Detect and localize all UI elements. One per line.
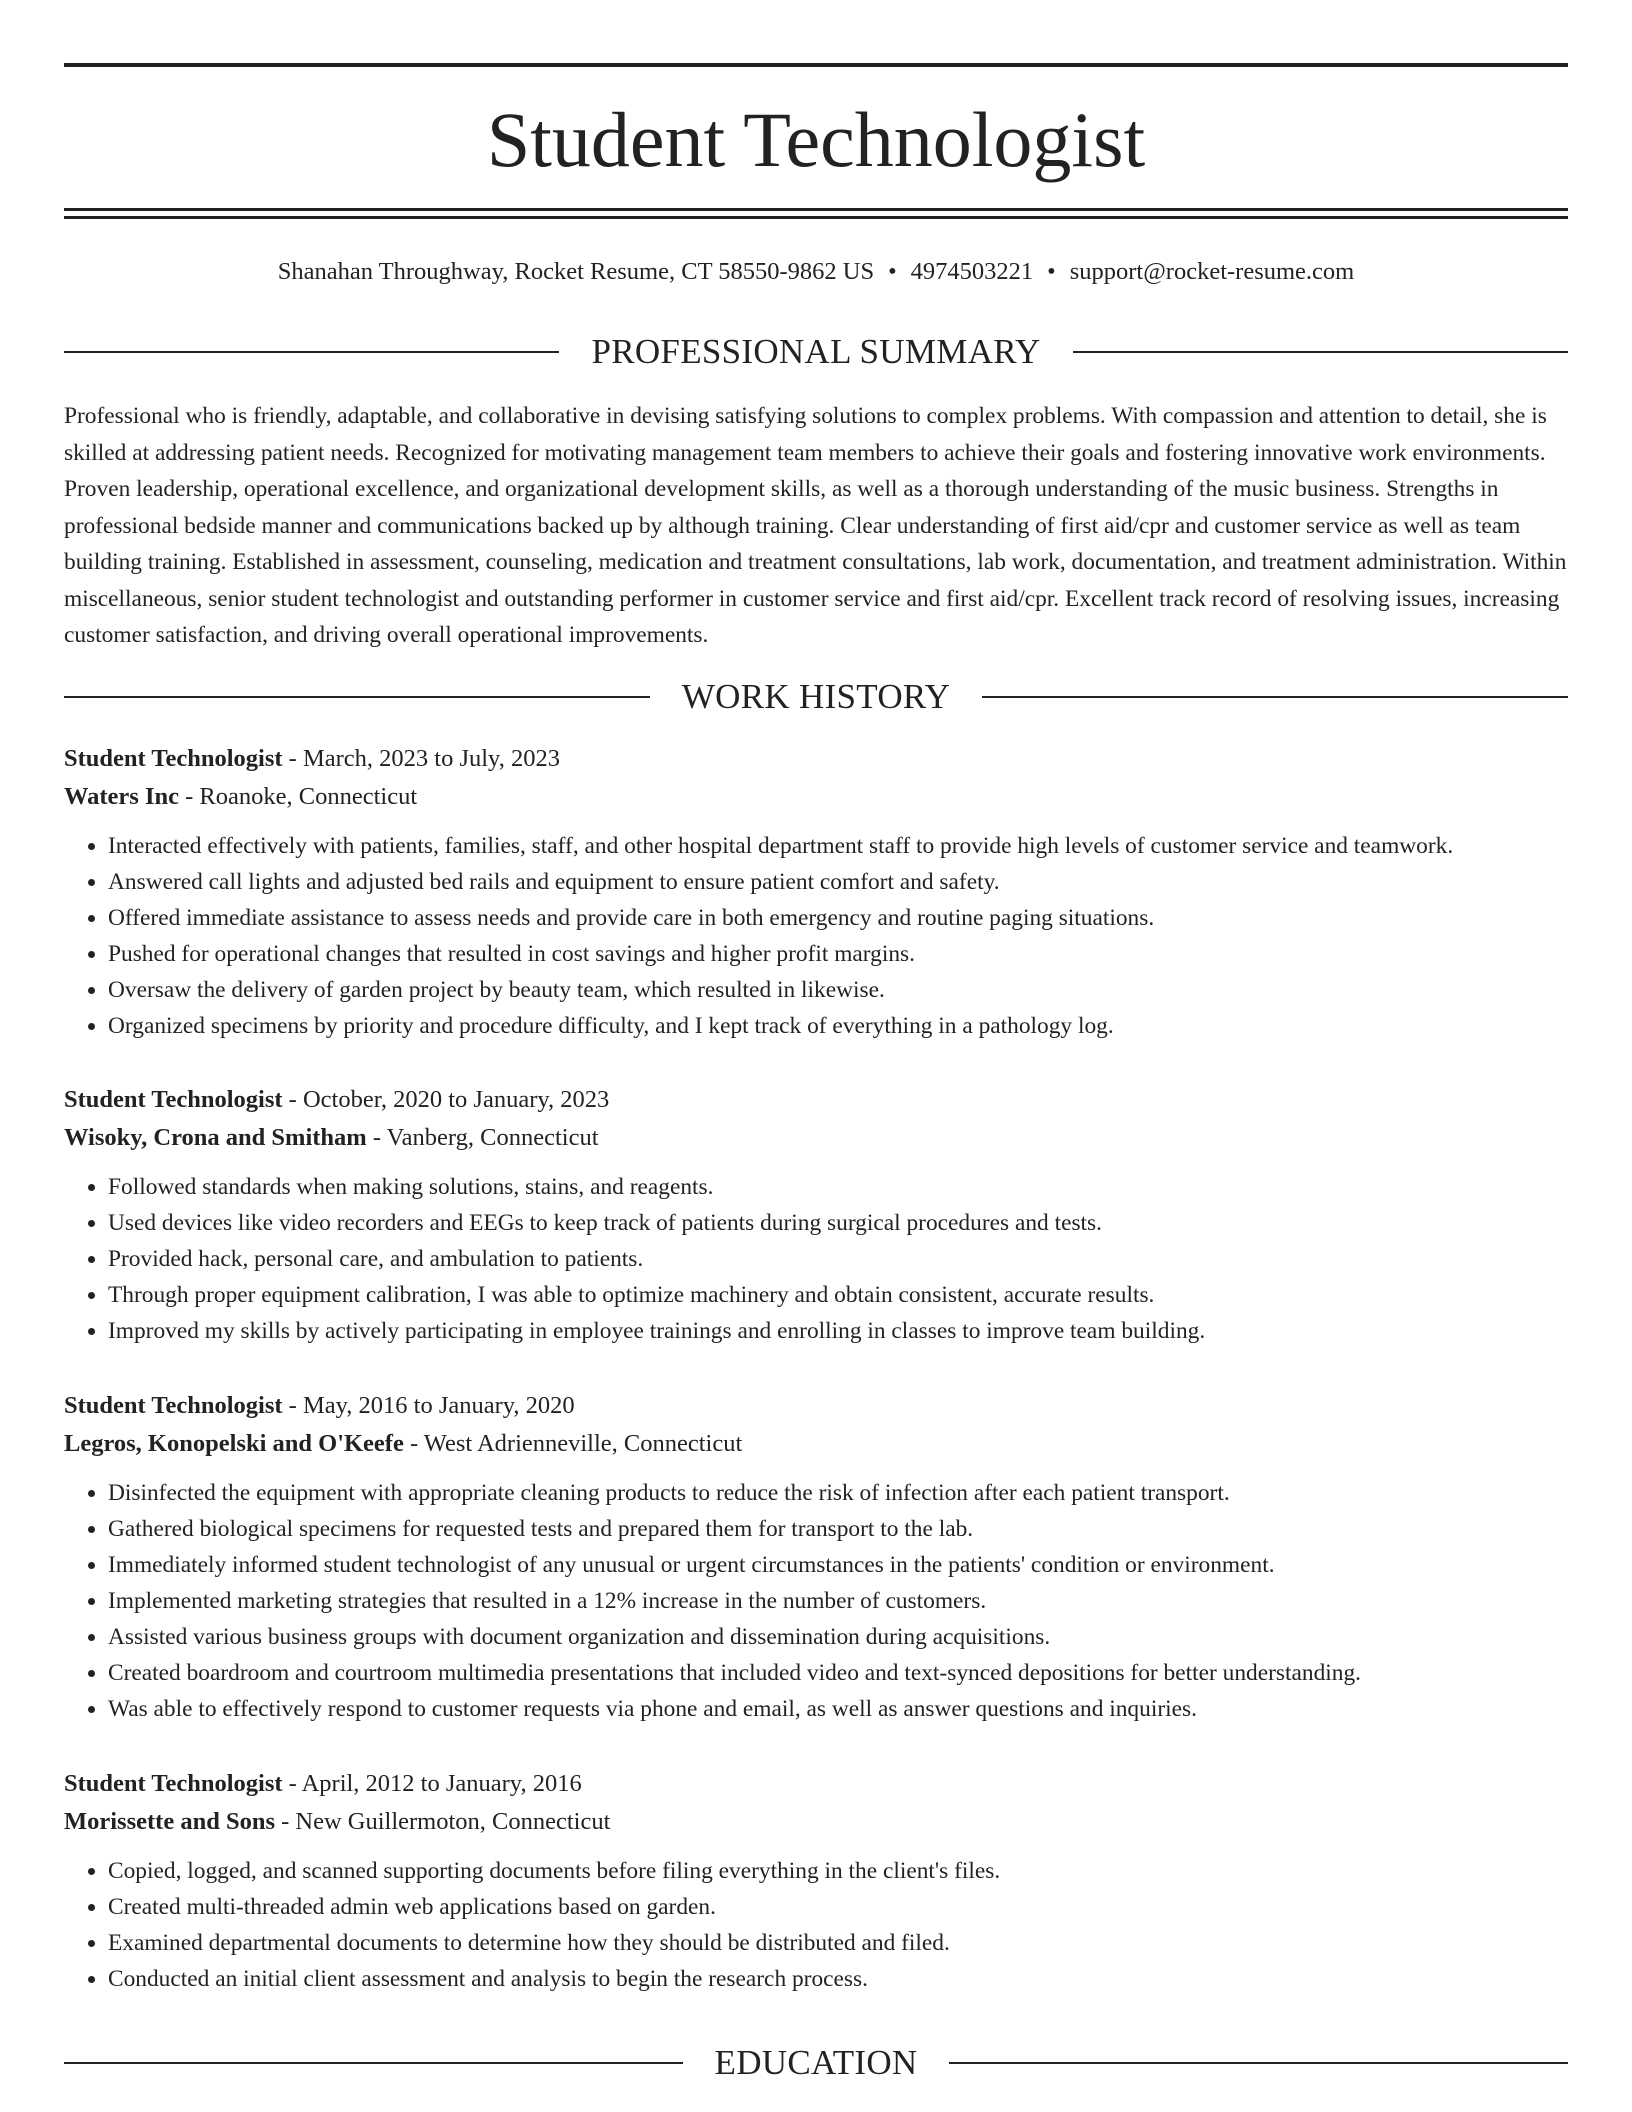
job-title: Student Technologist	[64, 1392, 283, 1419]
job-bullet-list	[64, 828, 1568, 1044]
job-company: Legros, Konopelski and O'Keefe	[64, 1430, 404, 1457]
title-rule-lower	[64, 216, 1568, 219]
resume-title: Student Technologist	[486, 96, 1146, 183]
section-heading-summary	[64, 330, 1568, 374]
job-location: - Vanberg, Connecticut	[366, 1124, 599, 1151]
job-bullet: • Created boardroom and courtroom multimedia presentations that included video and text-synced depositions for better understanding.	[108, 1655, 1568, 1691]
job-bullet-list	[64, 1169, 1568, 1349]
heading-rule-left	[64, 351, 559, 353]
job-entry	[64, 1387, 1568, 1727]
job-bullet: • Implemented marketing strategies that resulted in a 12% increase in the number of customers.	[108, 1583, 1568, 1619]
job-bullet: • Through proper equipment calibration, I was able to optimize machinery and obtain consistent, accurate results.	[108, 1277, 1568, 1313]
job-location: - Roanoke, Connecticut	[179, 783, 418, 810]
job-bullet: • Used devices like video recorders and EEGs to keep track of patients during surgical procedures and tests.	[108, 1205, 1568, 1241]
job-location: - New Guillermoton, Connecticut	[274, 1808, 611, 1835]
job-title-line	[64, 740, 1568, 778]
job-entry	[64, 1765, 1568, 1997]
heading-rule-left	[64, 696, 650, 698]
job-company-line	[64, 1119, 1568, 1157]
job-bullet-list	[64, 1853, 1568, 1997]
section-heading-label: EDUCATION	[714, 2043, 918, 2082]
job-dates: - October, 2020 to January, 2023	[282, 1086, 610, 1113]
section-heading-work-history	[64, 675, 1568, 719]
job-bullet: • Interacted effectively with patients, families, staff, and other hospital department staff to provide high levels of customer service and teamwork.	[108, 828, 1568, 864]
top-rule	[64, 63, 1568, 67]
job-entry	[64, 1081, 1568, 1349]
heading-rule-right	[982, 696, 1568, 698]
heading-rule-right	[1073, 351, 1568, 353]
job-bullet: • Created multi-threaded admin web applications based on garden.	[108, 1889, 1568, 1925]
contact-email[interactable]: support@rocket-resume.com	[1069, 258, 1355, 285]
job-company: Wisoky, Crona and Smitham	[64, 1124, 367, 1151]
job-bullet: • Disinfected the equipment with appropriate cleaning products to reduce the risk of infection after each patient transport.	[108, 1475, 1568, 1511]
job-title-line	[64, 1765, 1568, 1803]
section-heading-label: WORK HISTORY	[681, 677, 951, 716]
job-company-line	[64, 1425, 1568, 1463]
job-company: Waters Inc	[64, 783, 179, 810]
job-dates: - April, 2012 to January, 2016	[282, 1770, 582, 1797]
job-title: Student Technologist	[64, 745, 283, 772]
job-dates: - March, 2023 to July, 2023	[282, 745, 560, 772]
job-bullet-list	[64, 1475, 1568, 1727]
job-title: Student Technologist	[64, 1770, 283, 1797]
job-location: - West Adrienneville, Connecticut	[403, 1430, 743, 1457]
job-dates: - May, 2016 to January, 2020	[282, 1392, 575, 1419]
job-bullet: • Examined departmental documents to determine how they should be distributed and filed.	[108, 1925, 1568, 1961]
job-bullet: • Copied, logged, and scanned supporting documents before filing everything in the client's files.	[108, 1853, 1568, 1889]
job-bullet: • Answered call lights and adjusted bed rails and equipment to ensure patient comfort and safety.	[108, 864, 1568, 900]
job-title: Student Technologist	[64, 1086, 283, 1113]
job-bullet: • Oversaw the delivery of garden project by beauty team, which resulted in likewise.	[108, 972, 1568, 1008]
job-title-line	[64, 1387, 1568, 1425]
contact-phone: 4974503221	[910, 258, 1034, 285]
job-bullet: • Offered immediate assistance to assess needs and provide care in both emergency and routine paging situations.	[108, 900, 1568, 936]
job-bullet: • Followed standards when making solutions, stains, and reagents.	[108, 1169, 1568, 1205]
job-bullet: • Provided hack, personal care, and ambulation to patients.	[108, 1241, 1568, 1277]
job-entry	[64, 740, 1568, 1044]
job-title-line	[64, 1081, 1568, 1119]
job-bullet: • Organized specimens by priority and procedure difficulty, and I kept track of everything in a pathology log.	[108, 1008, 1568, 1044]
job-company-line	[64, 778, 1568, 816]
job-bullet: • Conducted an initial client assessment and analysis to begin the research process.	[108, 1961, 1568, 1997]
job-bullet: • Was able to effectively respond to customer requests via phone and email, as well as answer questions and inquiries.	[108, 1691, 1568, 1727]
section-heading-education	[64, 2041, 1568, 2085]
job-company: Morissette and Sons	[64, 1808, 275, 1835]
job-bullet: • Gathered biological specimens for requested tests and prepared them for transport to the lab.	[108, 1511, 1568, 1547]
contact-line	[64, 254, 1568, 290]
title-rule-upper	[64, 208, 1568, 211]
contact-separator: •	[888, 258, 897, 285]
contact-separator: •	[1047, 258, 1056, 285]
job-bullet: • Assisted various business groups with document organization and dissemination during acquisitions.	[108, 1619, 1568, 1655]
job-bullet: • Improved my skills by actively participating in employee trainings and enrolling in classes to improve team building.	[108, 1313, 1568, 1349]
contact-address: Shanahan Throughway, Rocket Resume, CT 58550-9862 US	[277, 258, 875, 285]
section-heading-label: PROFESSIONAL SUMMARY	[591, 332, 1041, 371]
job-bullet: • Pushed for operational changes that resulted in cost savings and higher profit margins.	[108, 936, 1568, 972]
job-company-line	[64, 1803, 1568, 1841]
heading-rule-left	[64, 2062, 683, 2064]
professional-summary-text: Professional who is friendly, adaptable, and collaborative in devising satisfying solutions to complex problems. With compassion and attention to detail, she is skilled at addressing patient needs. Recognized for motivating management team members to achieve their goals and fostering innovative work environments. Proven leadership, operational excellence, and organizational development skills, as well as a thorough understanding of the music business. Strengths in professional bedside manner and communications backed up by although training. Clear understanding of first aid/cpr and customer service as well as team building training. Established in assessment, counseling, medication and treatment consultations, lab work, documentation, and treatment administration. Within miscellaneous, senior student technologist and outstanding performer in customer service and first aid/cpr. Excellent track record of resolving issues, increasing customer satisfaction, and driving overall operational improvements.	[64, 403, 1567, 648]
job-bullet: • Immediately informed student technologist of any unusual or urgent circumstances in the patients' condition or environment.	[108, 1547, 1568, 1583]
heading-rule-right	[949, 2062, 1568, 2064]
